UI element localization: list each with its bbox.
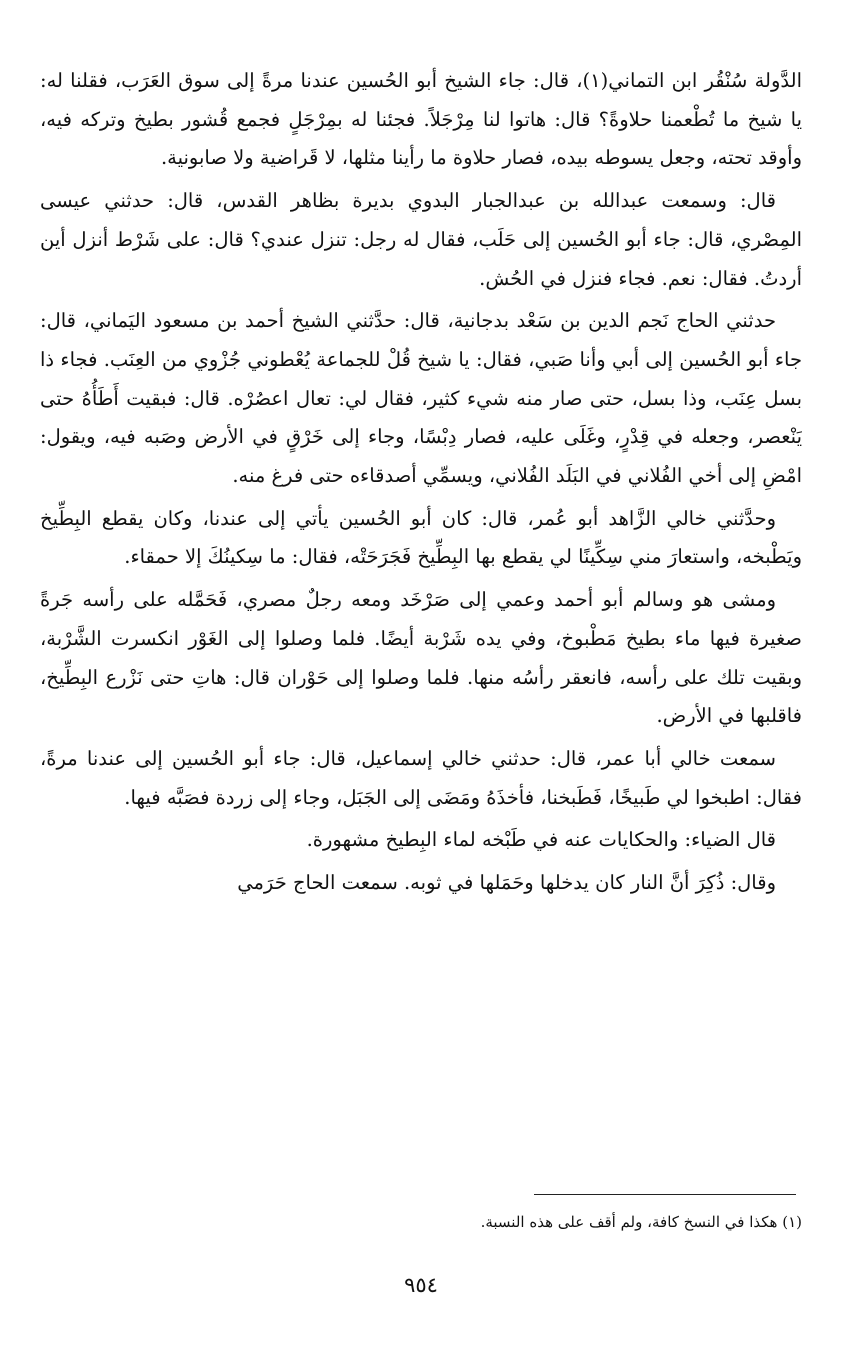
page-number: ٩٥٤ (404, 1273, 438, 1297)
paragraph-5: ومشى هو وسالم أبو أحمد وعمي إلى صَرْخَد ومعه رجلٌ مصري، فَحَمَّله على رأسه جَرةً صغيرة فيها ماء بطيخ مَطْبوخ، وفي يده شَرْبة أيضًا. فلما وصلوا إلى الغَوْر انكسرت الشَّرْبة، وبقيت تلك على رأسه، فانعقر رأسُه منها. فلما وصلوا إلى حَوْران قال: هاتِ حتى نَزْرع البِطِّيخ، فاقلبها في الأرض. (40, 588, 802, 728)
book-page (40, 62, 802, 1352)
main-text (40, 62, 802, 1182)
paragraph-7: قال الضياء: والحكايات عنه في طَبْخه لماء البِطيخ مشهورة. (306, 828, 776, 852)
footnote: (١) هكذا في النسخ كافة، ولم أقف على هذه النسبة. (480, 1213, 802, 1231)
footnote-divider (534, 1194, 796, 1195)
paragraph-1: الدَّولة سُنْقُر ابن التماني(١)، قال: جاء الشيخ أبو الحُسين عندنا مرةً إلى سوق العَرَب، فقلنا له: يا شيخ ما تُطْعمنا حلاوةً؟ قال: هاتوا لنا مِرْجَلاً. فجئنا له بمِرْجَلٍ فجمع قُشور بطيخ وتركه فيه، وأوقد تحته، وجعل يسوطه بيده، فصار حلاوة ما رأينا مثلها، لا قَراضية ولا صابونية. (40, 69, 802, 170)
paragraph-2: قال: وسمعت عبدالله بن عبدالجبار البدوي بديرة بظاهر القدس، قال: حدثني عيسى المِصْري، قال: جاء أبو الحُسين إلى حَلَب، فقال له رجل: تنزل عندي؟ قال: على شَرْط أنزل أين أردتُ. فقال: نعم. فجاء فنزل في الحُش. (40, 189, 802, 290)
paragraph-6: سمعت خالي أبا عمر، قال: حدثني خالي إسماعيل، قال: جاء أبو الحُسين إلى عندنا مرةً، فقال: اطبخوا لي طَبيخًا، فَطَبخنا، فأخذَهُ ومَضَى إلى الجَبَل، وجاء إلى زردة فصَبَّه فيها. (40, 746, 802, 809)
paragraph-3: حدثني الحاج نَجم الدين بن سَعْد بدجانية، قال: حدَّثني الشيخ أحمد بن مسعود اليَماني، قال: جاء أبو الحُسين إلى أبي وأنا صَبي، فقال: يا شيخ قُلْ للجماعة يُعْطوني جُزْوي من العِنَب. فجاء ذا بسل عِنَب، وذا بسل، حتى صار منه شيء كثير، فقال لي: تعال اعصُرْه. قال: فبقيت أَطَأُهُ حتى يَنْعصر، وجعله في قِدْرٍ، وغَلَى عليه، فصار دِبْسًا، وجاء إلى خَرْقٍ في الأرض وصَبه فيه، ويقول: امْضِ إلى أخي الفُلاني في البَلَد الفُلاني، ويسمِّي أصدقاءه حتى فرغ منه. (40, 309, 802, 488)
paragraph-8: وقال: ذُكِرَ أنَّ النار كان يدخلها وحَمَلها في ثوبه. سمعت الحاج حَرَمي (237, 871, 776, 895)
paragraph-4: وحدَّثني خالي الزَّاهد أبو عُمر، قال: كان أبو الحُسين يأتي إلى عندنا، وكان يقطع البِطِّيخ ويَطْبخه، واستعارَ مني سِكِّينًا لي يقطع بها البِطِّيخ فَجَرَحَتْه، فقال: ما سِكينُكَ إلا حمقاء. (40, 506, 802, 569)
